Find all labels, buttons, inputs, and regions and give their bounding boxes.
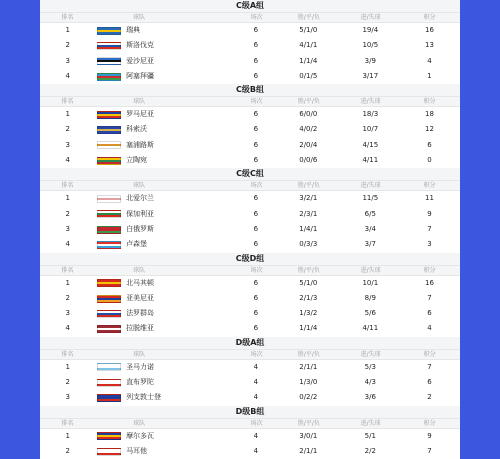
flag-icon [97,57,121,65]
played-cell: 6 [253,110,259,119]
header-wdl: 胜/平/负 [297,266,320,274]
team-name[interactable]: 罗马尼亚 [126,110,155,119]
points-cell: 7 [427,446,432,455]
flag-cell [95,237,122,252]
header-rank: 排名 [61,266,74,274]
rank-cell: 3 [65,309,70,318]
flag-icon [97,363,121,371]
goals-cell: 3/9 [364,56,376,65]
wdl-cell: 5/1/0 [299,26,318,34]
header-wdl: 胜/平/负 [297,182,320,190]
played-cell: 4 [253,446,259,455]
group-title: C级A组 [40,0,460,12]
flag-icon [97,73,121,81]
flag-icon [97,141,121,149]
header-rank: 排名 [61,14,74,21]
team-name[interactable]: 卢森堡 [126,240,148,249]
group-section [40,253,460,337]
played-cell: 6 [253,194,259,203]
wdl-cell: 1/3/0 [299,378,318,387]
played-cell: 6 [253,224,259,233]
goals-cell: 10/7 [362,125,379,134]
team-name[interactable]: 列支敦士登 [126,393,162,402]
group-section [40,406,460,459]
header-rank: 排名 [61,419,74,427]
played-cell: 6 [253,125,259,134]
flag-cell [95,306,122,321]
team-row[interactable] [40,360,460,375]
played-cell: 6 [253,209,259,218]
wdl-cell: 3/0/1 [299,431,318,440]
points-cell: 7 [427,362,432,371]
team-row[interactable] [40,444,460,459]
flag-cell [95,207,122,222]
points-cell: 11 [425,194,434,203]
goals-cell: 4/11 [362,324,379,333]
group-section [40,337,460,406]
points-cell: 6 [427,378,432,387]
flag-cell [95,222,122,237]
table-header [40,349,460,360]
group-title: C级B组 [40,84,460,96]
flag-icon [97,241,121,249]
header-goals: 进/失球 [360,98,381,106]
table-header [40,12,460,23]
goals-cell: 10/1 [362,278,379,287]
team-name[interactable]: 斯洛伐克 [126,41,155,50]
table-header [40,96,460,107]
flag-cell [95,390,122,405]
flag-cell [95,153,122,168]
team-name[interactable]: 立陶宛 [126,156,148,165]
wdl-cell: 0/1/5 [299,71,318,80]
header-points: 积分 [423,266,436,274]
header-points: 积分 [423,98,436,106]
points-cell: 4 [427,56,432,65]
wdl-cell: 0/2/2 [299,393,318,402]
goals-cell: 3/4 [364,224,376,233]
played-cell: 6 [253,140,259,149]
flag-icon [97,379,121,387]
team-name[interactable]: 亚美尼亚 [126,293,155,302]
team-name[interactable]: 保加利亚 [126,209,155,218]
flag-cell [95,444,122,459]
wdl-cell: 2/1/1 [299,362,318,371]
wdl-cell: 2/0/4 [299,140,318,149]
flag-cell [95,107,122,122]
played-cell: 4 [253,393,259,402]
points-cell: 16 [425,278,434,287]
team-name[interactable]: 圣马力诺 [126,362,155,371]
goals-cell: 19/4 [362,26,379,34]
flag-icon [97,27,121,35]
header-rank: 排名 [61,98,74,106]
played-cell: 6 [253,26,259,34]
goals-cell: 3/6 [364,393,376,402]
group-title: D级A组 [40,337,460,349]
group-section [40,84,460,168]
group-section [40,0,460,84]
standings-panel [40,0,460,455]
team-name[interactable]: 摩尔多瓦 [126,431,155,440]
played-cell: 6 [253,71,259,80]
played-cell: 6 [253,309,259,318]
points-cell: 1 [427,71,432,80]
flag-icon [97,126,121,134]
header-wdl: 胜/平/负 [297,419,320,427]
rank-cell: 2 [65,378,70,387]
rank-cell: 2 [65,209,70,218]
team-row[interactable] [40,107,460,122]
points-cell: 16 [425,26,434,34]
header-wdl: 胜/平/负 [297,14,320,21]
team-row[interactable] [40,222,460,237]
played-cell: 6 [253,156,259,165]
table-header [40,418,460,429]
flag-cell [95,69,122,84]
rank-cell: 2 [65,125,70,134]
rank-cell: 1 [65,194,70,203]
points-cell: 13 [425,41,434,50]
wdl-cell: 1/4/1 [299,224,318,233]
header-team: 球队 [133,266,146,274]
rank-cell: 3 [65,56,70,65]
header-points: 积分 [423,182,436,190]
played-cell: 4 [253,378,259,387]
rank-cell: 3 [65,393,70,402]
header-rank: 排名 [61,182,74,190]
rank-cell: 2 [65,41,70,50]
header-team: 球队 [133,14,146,21]
team-name[interactable]: 爱沙尼亚 [126,56,155,65]
flag-icon [97,111,121,119]
flag-icon [97,325,121,333]
team-row[interactable] [40,429,460,444]
points-cell: 4 [427,324,432,333]
flag-icon [97,210,121,218]
team-row[interactable] [40,191,460,206]
table-header [40,265,460,276]
team-row[interactable] [40,276,460,291]
flag-cell [95,38,122,53]
flag-cell [95,276,122,291]
team-name[interactable]: 直布罗陀 [126,378,155,387]
points-cell: 3 [427,240,432,249]
points-cell: 12 [425,125,434,134]
rank-cell: 1 [65,362,70,371]
flag-cell [95,191,122,206]
goals-cell: 5/6 [364,309,376,318]
rank-cell: 3 [65,224,70,233]
flag-cell [95,360,122,375]
points-cell: 0 [427,156,432,165]
wdl-cell: 3/2/1 [299,194,318,203]
header-team: 球队 [133,350,146,358]
goals-cell: 5/3 [364,362,376,371]
wdl-cell: 0/0/6 [299,156,318,165]
flag-icon [97,394,121,402]
played-cell: 4 [253,431,259,440]
goals-cell: 10/5 [362,41,379,50]
header-played: 场次 [250,350,263,358]
played-cell: 6 [253,324,259,333]
rank-cell: 1 [65,110,70,119]
wdl-cell: 1/3/2 [299,309,318,318]
team-row[interactable] [40,375,460,390]
flag-icon [97,310,121,318]
goals-cell: 18/3 [362,110,379,119]
goals-cell: 4/11 [362,156,379,165]
wdl-cell: 6/0/0 [299,110,318,119]
team-name[interactable]: 白俄罗斯 [126,224,155,233]
wdl-cell: 2/1/3 [299,293,318,302]
team-name[interactable]: 北马其顿 [126,278,155,287]
team-name[interactable]: 马耳他 [126,446,148,455]
wdl-cell: 2/1/1 [299,446,318,455]
flag-icon [97,432,121,440]
header-goals: 进/失球 [360,14,381,21]
header-played: 场次 [250,98,263,106]
team-row[interactable] [40,306,460,321]
team-name[interactable]: 法罗群岛 [126,309,155,318]
flag-icon [97,279,121,287]
points-cell: 6 [427,140,432,149]
group-section [40,168,460,252]
goals-cell: 5/1 [364,431,376,440]
rank-cell: 4 [65,324,70,333]
played-cell: 6 [253,240,259,249]
played-cell: 6 [253,278,259,287]
points-cell: 6 [427,309,432,318]
goals-cell: 3/17 [362,71,379,80]
header-rank: 排名 [61,350,74,358]
wdl-cell: 5/1/0 [299,278,318,287]
team-name[interactable]: 阿塞拜疆 [126,71,155,80]
played-cell: 6 [253,293,259,302]
header-goals: 进/失球 [360,419,381,427]
team-row[interactable] [40,321,460,336]
team-row[interactable] [40,390,460,405]
table-header [40,180,460,191]
flag-icon [97,157,121,165]
flag-cell [95,23,122,38]
points-cell: 2 [427,393,432,402]
played-cell: 4 [253,362,259,371]
rank-cell: 1 [65,278,70,287]
rank-cell: 1 [65,431,70,440]
header-goals: 进/失球 [360,182,381,190]
points-cell: 9 [427,209,432,218]
points-cell: 9 [427,431,432,440]
header-goals: 进/失球 [360,350,381,358]
points-cell: 18 [425,110,434,119]
team-row[interactable] [40,237,460,252]
header-team: 球队 [133,419,146,427]
wdl-cell: 0/3/3 [299,240,318,249]
header-played: 场次 [250,14,263,21]
flag-icon [97,295,121,303]
team-name[interactable]: 瑞典 [126,26,141,34]
wdl-cell: 2/3/1 [299,209,318,218]
flag-cell [95,54,122,69]
team-row[interactable] [40,38,460,53]
header-wdl: 胜/平/负 [297,350,320,358]
wdl-cell: 4/1/1 [299,41,318,50]
team-name[interactable]: 塞浦路斯 [126,140,155,149]
wdl-cell: 4/0/2 [299,125,318,134]
flag-cell [95,429,122,444]
flag-icon [97,42,121,50]
flag-cell [95,138,122,153]
flag-cell [95,122,122,137]
team-row[interactable] [40,23,460,38]
rank-cell: 4 [65,156,70,165]
goals-cell: 2/2 [364,446,376,455]
flag-cell [95,291,122,306]
team-name[interactable]: 科索沃 [126,125,148,134]
goals-cell: 11/5 [362,194,379,203]
played-cell: 6 [253,56,259,65]
goals-cell: 4/15 [362,140,379,149]
wdl-cell: 1/1/4 [299,56,318,65]
header-points: 积分 [423,419,436,427]
rank-cell: 4 [65,240,70,249]
flag-cell [95,375,122,390]
group-title: C级C组 [40,168,460,180]
flag-icon [97,448,121,456]
flag-cell [95,321,122,336]
team-row[interactable] [40,122,460,137]
rank-cell: 3 [65,140,70,149]
header-team: 球队 [133,182,146,190]
goals-cell: 3/7 [364,240,376,249]
wdl-cell: 1/1/4 [299,324,318,333]
flag-icon [97,195,121,203]
header-points: 积分 [423,14,436,21]
goals-cell: 4/3 [364,378,376,387]
rank-cell: 4 [65,71,70,80]
team-row[interactable] [40,138,460,153]
team-row[interactable] [40,291,460,306]
header-played: 场次 [250,419,263,427]
header-played: 场次 [250,182,263,190]
team-row[interactable] [40,69,460,84]
team-row[interactable] [40,207,460,222]
header-wdl: 胜/平/负 [297,98,320,106]
header-points: 积分 [423,350,436,358]
team-name[interactable]: 拉脱维亚 [126,324,155,333]
rank-cell: 1 [65,26,70,34]
played-cell: 6 [253,41,259,50]
flag-icon [97,226,121,234]
group-title: D级B组 [40,406,460,418]
points-cell: 7 [427,293,432,302]
team-row[interactable] [40,153,460,168]
team-row[interactable] [40,54,460,69]
team-name[interactable]: 北爱尔兰 [126,194,155,203]
header-played: 场次 [250,266,263,274]
header-team: 球队 [133,98,146,106]
rank-cell: 2 [65,446,70,455]
rank-cell: 2 [65,293,70,302]
points-cell: 7 [427,224,432,233]
group-title: C级D组 [40,253,460,265]
goals-cell: 8/9 [364,293,376,302]
goals-cell: 6/5 [364,209,376,218]
header-goals: 进/失球 [360,266,381,274]
